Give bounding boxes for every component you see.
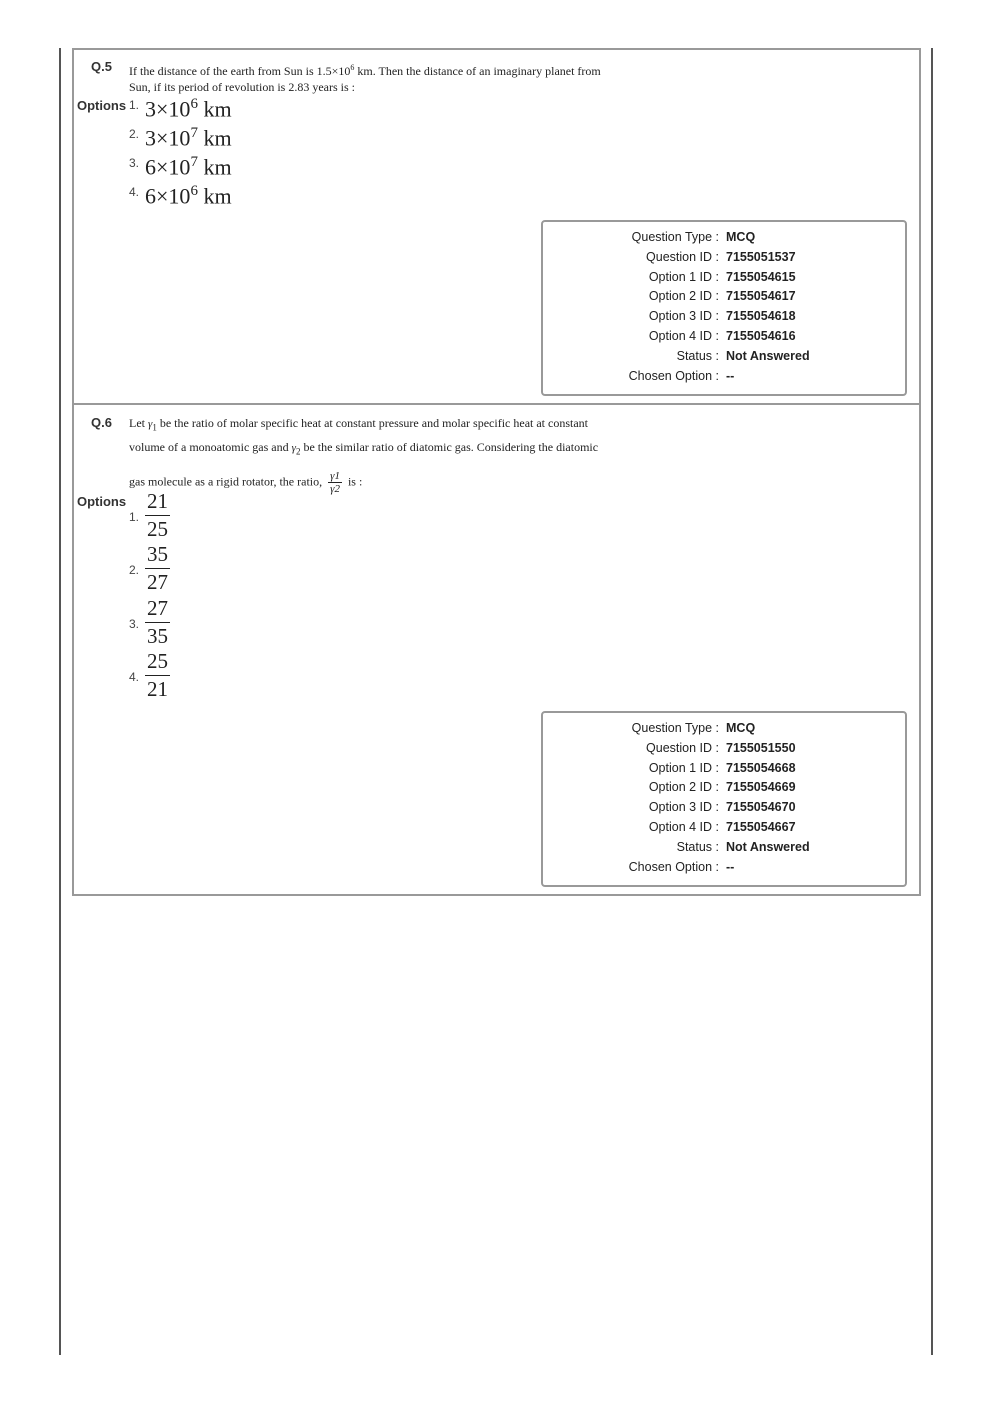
option-unit: km: [197, 96, 232, 122]
option-1: [129, 490, 170, 541]
option-value: 3×10: [145, 125, 191, 151]
question-text-part: volume of a monoatomic gas and: [129, 440, 292, 455]
option-4: [129, 183, 232, 212]
option-number: 3.: [129, 156, 140, 170]
info-label: Chosen Option :: [628, 859, 719, 874]
option-number: 4.: [129, 669, 140, 684]
numerator: 25: [145, 650, 170, 676]
info-label: Question Type :: [631, 230, 719, 244]
info-row-chosen-option: [543, 369, 905, 389]
info-value: 7155054669: [726, 780, 796, 795]
question-text-part: be the similar ratio of diatomic gas. Considering the diatomic: [300, 440, 599, 455]
option-1: [129, 96, 232, 125]
option-number: 3.: [129, 616, 140, 631]
info-row-status: [543, 349, 905, 369]
question-text: [129, 60, 674, 95]
info-label: Option 2 ID :: [648, 289, 719, 304]
info-value: 7155054617: [726, 289, 796, 304]
page-border-left: [59, 48, 61, 1355]
info-label: Status :: [676, 348, 719, 363]
question-5-panel: [72, 48, 921, 405]
question-number: Q.6: [91, 415, 112, 430]
info-row-option1-id: [543, 270, 905, 290]
gamma-ratio: [328, 470, 342, 495]
denominator: 27: [147, 570, 169, 594]
option-unit: km: [197, 154, 232, 180]
info-value: 7155051537: [726, 249, 796, 264]
numerator: 21: [145, 490, 170, 516]
option-exponent: 6: [190, 183, 198, 199]
info-label: Question ID :: [646, 740, 719, 755]
info-label: Option 1 ID :: [648, 269, 719, 284]
info-value: 7155054616: [726, 329, 796, 343]
option-3: [129, 154, 232, 183]
option-number: 1.: [129, 98, 140, 112]
option-exponent: 7: [190, 154, 198, 170]
info-row-option2-id: [543, 780, 905, 800]
denominator: 21: [147, 677, 169, 701]
info-row-option2-id: [543, 289, 905, 309]
question-text-part: Let: [129, 416, 148, 430]
numerator: 35: [145, 543, 170, 569]
subscript: 2: [295, 446, 301, 457]
info-row-status: [543, 840, 905, 860]
subscript: 1: [152, 422, 157, 433]
info-value: 7155054618: [726, 309, 796, 324]
question-text: [129, 413, 674, 495]
option-exponent: 6: [190, 96, 198, 112]
option-2: [129, 543, 170, 594]
ratio-numerator: γ1: [330, 469, 340, 482]
question-text-part: be the ratio of molar specific heat at constant pressure and molar specific heat at constant: [156, 416, 589, 430]
info-label: Option 2 ID :: [648, 780, 719, 795]
option-2: [129, 125, 232, 154]
denominator: 25: [147, 517, 169, 541]
question-info-box: [541, 220, 907, 396]
option-number: 4.: [129, 185, 140, 199]
info-row-option3-id: [543, 309, 905, 329]
question-info-box: [541, 711, 907, 887]
info-value: 7155051550: [726, 740, 796, 755]
info-value: MCQ: [726, 230, 756, 244]
option-exponent: 7: [190, 125, 198, 141]
info-label: Option 1 ID :: [648, 760, 719, 775]
question-text-part: gas molecule as a rigid rotator, the ratio,: [129, 474, 323, 489]
info-row-option4-id: [543, 820, 905, 840]
option-value: 6×10: [145, 183, 191, 209]
info-label: Option 3 ID :: [648, 309, 719, 324]
info-label: Question ID :: [646, 249, 719, 264]
info-row-chosen-option: [543, 860, 905, 880]
info-row-question-id: [543, 741, 905, 761]
info-value: MCQ: [726, 721, 756, 735]
info-row-question-type: [543, 721, 905, 741]
info-value: Not Answered: [726, 839, 810, 854]
denominator: 35: [147, 624, 169, 648]
option-number: 1.: [129, 509, 140, 524]
info-label: Option 3 ID :: [648, 800, 719, 815]
option-unit: km: [197, 183, 232, 209]
info-value: 7155054615: [726, 269, 796, 284]
info-label: Chosen Option :: [628, 368, 719, 383]
info-label: Option 4 ID :: [648, 329, 719, 343]
option-3: [129, 597, 170, 648]
info-row-option1-id: [543, 761, 905, 781]
info-value: --: [726, 368, 735, 383]
options-label: Options: [77, 494, 127, 509]
gamma-symbol: γ: [148, 418, 153, 430]
question-text-part: km. Then the distance of an imaginary planet from: [354, 64, 601, 78]
info-value: 7155054667: [726, 820, 796, 834]
question-text-part: If the distance of the earth from Sun is 1.5×10: [129, 64, 351, 78]
info-value: --: [726, 859, 735, 874]
info-value: 7155054670: [726, 800, 796, 815]
info-label: Question Type :: [631, 721, 719, 735]
question-text-part: is :: [347, 474, 363, 489]
option-unit: km: [197, 125, 232, 151]
exponent: 6: [350, 63, 355, 72]
page-border-right: [931, 48, 933, 1355]
question-text-part: Sun, if its period of revolution is 2.83 years is :: [129, 80, 355, 94]
info-row-option4-id: [543, 329, 905, 349]
option-number: 2.: [129, 127, 140, 141]
info-value: Not Answered: [726, 348, 810, 363]
question-6-panel: [72, 403, 921, 896]
question-number: Q.5: [91, 59, 112, 74]
option-value: 6×10: [145, 154, 191, 180]
info-label: Status :: [676, 839, 719, 854]
info-value: 7155054668: [726, 760, 796, 775]
info-row-question-id: [543, 250, 905, 270]
info-label: Option 4 ID :: [648, 820, 719, 834]
info-row-question-type: [543, 230, 905, 250]
ratio-denominator: γ2: [330, 482, 340, 495]
option-number: 2.: [129, 562, 140, 577]
numerator: 27: [145, 597, 170, 623]
option-4: [129, 650, 170, 701]
option-value: 3×10: [145, 96, 191, 122]
options-label: Options: [77, 98, 127, 113]
info-row-option3-id: [543, 800, 905, 820]
gamma-symbol: γ: [291, 442, 296, 455]
